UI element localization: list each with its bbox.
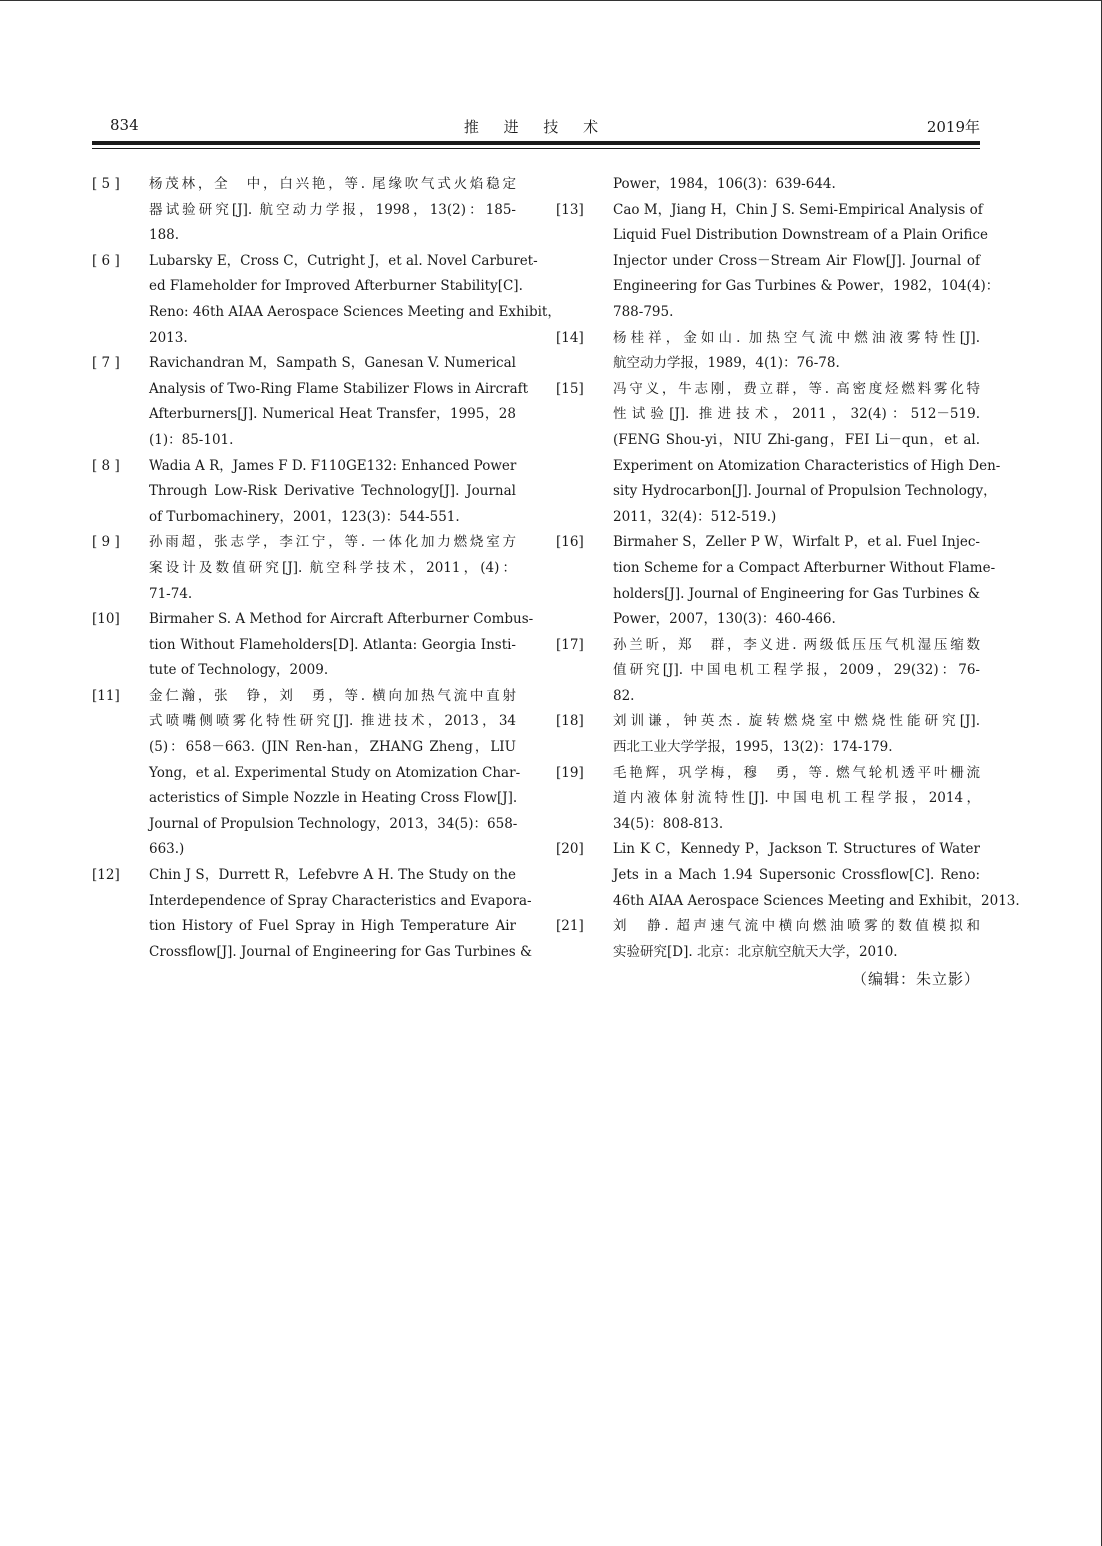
reference-text-line: 金仁瀚，张 铮，刘 勇，等. 横向加热气流中直射	[149, 687, 516, 704]
reference-text-line: 性试验[J]. 推进技术，2011，32(4)：512－519.	[613, 406, 980, 423]
reference-text-line: Power，2007，130(3)：460-466.	[613, 611, 836, 628]
reference-entry	[92, 530, 516, 607]
reference-text-line: Power，1984，106(3)：639-644.	[613, 176, 836, 192]
reference-entry	[556, 633, 980, 710]
reference-entry	[556, 837, 1020, 914]
page-number: 834	[110, 116, 139, 134]
reference-number: [16]	[556, 534, 584, 551]
header-rule-thin	[92, 148, 980, 149]
reference-text-line: tute of Technology，2009.	[149, 662, 329, 679]
reference-text-line: Lubarsky E，Cross C，Cutright J，et al. Novel Carburet-	[149, 252, 538, 269]
reference-text-line: ed Flameholder for Improved Afterburner Stability[C].	[149, 278, 523, 295]
reference-text-line: 孙雨超，张志学，李江宁，等. 一体化加力燃烧室方	[149, 534, 516, 551]
reference-text-line: tion Scheme for a Compact Afterburner Without Flame-	[613, 559, 996, 576]
reference-entry	[556, 377, 1001, 531]
reference-text-line: Ravichandran M，Sampath S，Ganesan V. Numerical	[149, 355, 516, 372]
reference-text-line: 663.)	[149, 841, 185, 858]
reference-text-line: Birmaher S，Zeller P W，Wirfalt P，et al. Fuel Injec-	[613, 534, 980, 551]
reference-number: [13]	[556, 201, 584, 218]
reference-text-line: Crossflow[J]. Journal of Engineering for Gas Turbines &	[149, 943, 532, 960]
reference-number: [21]	[556, 918, 584, 935]
reference-entry	[556, 709, 980, 760]
reference-text-line: 航空动力学报，1989，4(1)：76-78.	[613, 355, 840, 372]
reference-text-line: 刘 静. 超声速气流中横向燃油喷雾的数值模拟和	[613, 918, 980, 935]
reference-number: [18]	[556, 713, 584, 730]
reference-text-line: sity Hydrocarbon[J]. Journal of Propulsion Technology，	[613, 483, 997, 500]
reference-text-line: Birmaher S. A Method for Aircraft Afterburner Combus-	[149, 611, 534, 628]
reference-text-line: (5)：658－663. (JIN Ren-han，ZHANG Zheng，LIU	[149, 739, 516, 756]
reference-text-line: tion History of Fuel Spray in High Temperature Air	[149, 918, 516, 935]
reference-number: [14]	[556, 329, 584, 346]
reference-text-line: 孙兰昕，郑 群，李义进. 两级低压压气机湿压缩数	[613, 636, 980, 653]
reference-entry	[556, 326, 980, 377]
reference-text-line: Experiment on Atomization Characteristics of High Den-	[613, 457, 1001, 474]
reference-text-line: 值研究[J]. 中国电机工程学报，2009，29(32)：76-	[613, 662, 980, 679]
editor-credit: （编辑：朱立影）	[851, 970, 980, 988]
reference-text-line: 西北工业大学学报，1995，13(2)：174-179.	[613, 739, 893, 756]
reference-text-line: holders[J]. Journal of Engineering for Gas Turbines &	[613, 585, 980, 602]
reference-entry	[556, 172, 980, 198]
reference-entry	[556, 914, 980, 965]
reference-text-line: Engineering for Gas Turbines & Power，1982，104(4)：	[613, 278, 1000, 295]
reference-text-line: Jets in a Mach 1.94 Supersonic Crossflow[C]. Reno:	[613, 867, 980, 884]
reference-text-line: 788-795.	[613, 303, 674, 320]
references-right-column	[556, 172, 1020, 965]
reference-text-line: Cao M，Jiang H，Chin J S. Semi-Empirical Analysis of	[613, 201, 983, 218]
reference-number: [ 8 ]	[92, 457, 120, 474]
reference-number: [12]	[92, 867, 120, 884]
reference-text-line: 188.	[149, 227, 180, 244]
reference-text-line: 杨桂祥，金如山. 加热空气流中燃油液雾特性[J].	[613, 329, 980, 346]
reference-text-line: 器试验研究[J]. 航空动力学报，1998，13(2)：185-	[149, 201, 516, 218]
reference-text-line: 案设计及数值研究[J]. 航空科学技术，2011，(4)：	[149, 559, 516, 576]
reference-entry	[556, 530, 996, 632]
reference-entry	[92, 172, 516, 249]
reference-text-line: 34(5)：808-813.	[613, 815, 724, 832]
reference-text-line: (1)：85-101.	[149, 431, 234, 448]
reference-text-line: 2013.	[149, 329, 188, 346]
reference-text-line: 刘训谦，钟英杰. 旋转燃烧室中燃烧性能研究[J].	[613, 713, 980, 730]
reference-number: [20]	[556, 841, 584, 858]
reference-text-line: Reno: 46th AIAA Aerospace Sciences Meeting and Exhibit，	[149, 303, 561, 320]
reference-text-line: 式喷嘴侧喷雾化特性研究[J]. 推进技术，2013，34	[149, 713, 516, 730]
reference-text-line: 46th AIAA Aerospace Sciences Meeting and Exhibit，2013.	[613, 892, 1020, 909]
reference-text-line: of Turbomachinery，2001，123(3)：544-551.	[149, 508, 460, 525]
reference-text-line: tion Without Flameholders[D]. Atlanta: Georgia Insti-	[149, 636, 516, 653]
running-header	[92, 116, 980, 140]
reference-text-line: 冯守义，牛志刚，费立群，等. 高密度烃燃料雾化特	[613, 380, 980, 397]
reference-text-line: 82.	[613, 687, 635, 704]
reference-number: [11]	[92, 687, 120, 704]
reference-number: [19]	[556, 764, 584, 781]
reference-entry	[92, 351, 529, 453]
reference-text-line: (FENG Shou-yi，NIU Zhi-gang，FEI Li－qun，et al.	[613, 431, 980, 448]
reference-text-line: Interdependence of Spray Characteristics and Evapora-	[149, 892, 532, 909]
reference-text-line: 实验研究[D]. 北京：北京航空航天大学，2010.	[613, 943, 898, 960]
reference-text-line: 杨茂林，全 中，白兴艳，等. 尾缘吹气式火焰稳定	[149, 176, 516, 192]
reference-text-line: acteristics of Simple Nozzle in Heating Cross Flow[J].	[149, 790, 518, 807]
reference-number: [17]	[556, 636, 584, 653]
reference-text-line: Injector under Cross－Stream Air Flow[J]. Journal of	[613, 252, 980, 269]
reference-text-line: Journal of Propulsion Technology，2013，34(5)：658-	[149, 815, 518, 832]
reference-text-line: 道内液体射流特性[J]. 中国电机工程学报，2014，	[613, 790, 980, 807]
reference-text-line: Chin J S，Durrett R，Lefebvre A H. The Study on the	[149, 867, 516, 884]
reference-text-line: 71-74.	[149, 585, 193, 602]
reference-text-line: 2011，32(4)：512-519.)	[613, 508, 777, 525]
reference-entry	[92, 454, 516, 531]
reference-number: [ 6 ]	[92, 252, 120, 269]
reference-text-line: Through Low-Risk Derivative Technology[J]. Journal	[149, 483, 516, 500]
reference-text-line: Afterburners[J]. Numerical Heat Transfer，1995，28	[149, 406, 516, 423]
reference-entry	[556, 761, 980, 838]
page-border-top	[0, 0, 1102, 1]
references-left-column	[92, 172, 561, 965]
reference-number: [15]	[556, 380, 584, 397]
reference-text-line: Lin K C，Kennedy P，Jackson T. Structures of Water	[613, 841, 980, 858]
reference-number: [ 7 ]	[92, 355, 120, 372]
reference-entry	[92, 684, 521, 863]
reference-entry	[556, 198, 1000, 326]
reference-text-line: 毛艳辉，巩学梅，穆 勇，等. 燃气轮机透平叶栅流	[613, 764, 980, 781]
reference-text-line: Wadia A R，James F D. F110GE132: Enhanced Power	[149, 457, 517, 474]
publication-year: 2019年	[926, 118, 980, 136]
reference-entry	[92, 249, 561, 351]
header-rule-thick	[92, 141, 980, 145]
reference-text-line: Liquid Fuel Distribution Downstream of a Plain Orifice	[613, 227, 989, 244]
reference-number: [ 5 ]	[92, 176, 120, 192]
reference-entry	[92, 607, 534, 684]
journal-title: 推 进 技 术	[463, 118, 609, 136]
reference-entry	[92, 863, 532, 965]
reference-number: [10]	[92, 611, 120, 628]
reference-text-line: Analysis of Two-Ring Flame Stabilizer Flows in Aircraft	[149, 380, 529, 397]
reference-text-line: Yong，et al. Experimental Study on Atomization Char-	[149, 764, 521, 781]
reference-number: [ 9 ]	[92, 534, 120, 551]
